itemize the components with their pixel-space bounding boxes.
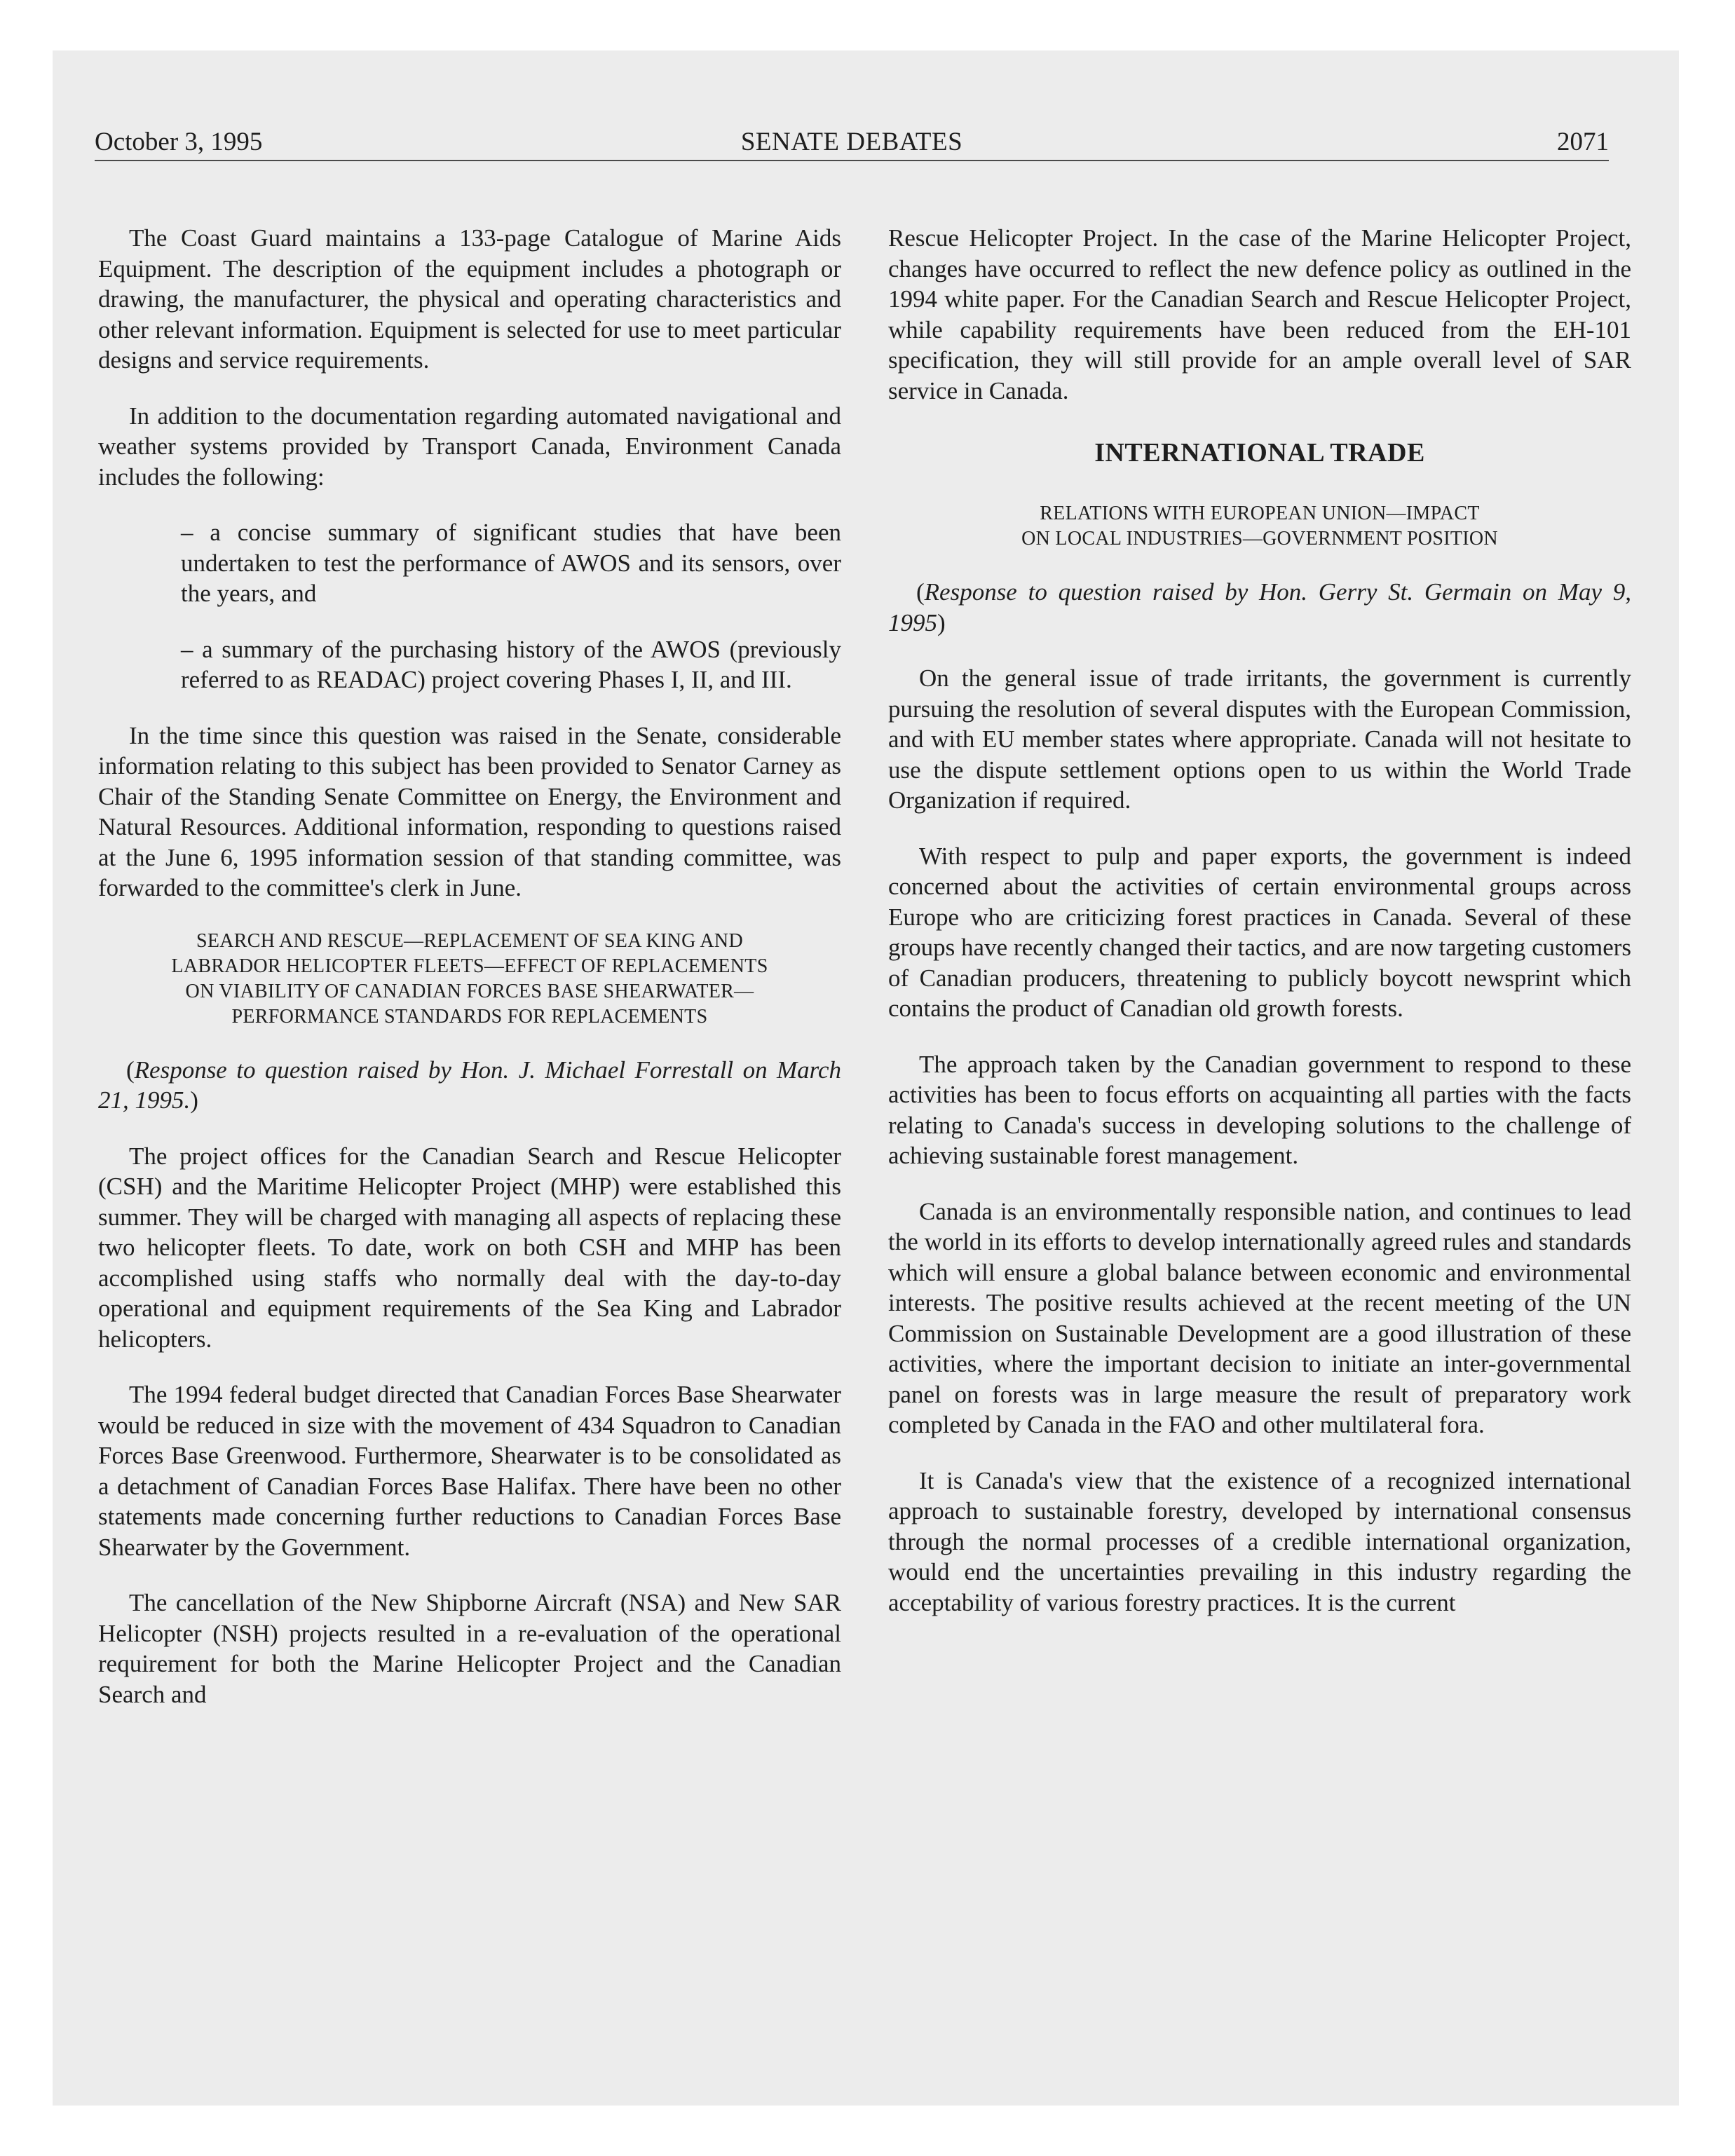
left-paragraph-6: The cancellation of the New Shipborne Aircraft (NSA) and New SAR Helicopter (NSH) projects resulted in a re-evaluation of the operational requirement for both the Marine Helicopter Project and the Canadian Search and <box>98 1589 841 1708</box>
right-paragraph-1: Rescue Helicopter Project. In the case of the Marine Helicopter Project, changes have occurred to reflect the new defence policy as outlined in the 1994 white paper. For the Canadian Search and Rescue Helicopter Project, while capability requirements have been reduced from the EH-101 specification, they will still provide for an ample overall level of SAR service in Canada. <box>888 224 1631 404</box>
left-list-item-1: – a concise summary of significant studies that have been undertaken to test the performance of AWOS and its sensors, over the years, and <box>181 519 841 607</box>
right-subheading <box>888 501 1631 552</box>
right-paragraph-5: Canada is an environmentally responsible nation, and continues to lead the world in its efforts to develop internationally agreed rules and standards which will ensure a global balance between economic and environmental interests. The positive results achieved at the recent meeting of the UN Commission on Sustainable Development are a good illustration of these activities, where the important decision to initiate an inter-governmental panel on forests was in large measure the result of preparatory work completed by Canada in the FAO and other multilateral fora. <box>888 1197 1631 1438</box>
left-subheading-line-1: SEARCH AND RESCUE—REPLACEMENT OF SEA KING AND <box>196 929 743 952</box>
left-paragraph-2: In addition to the documentation regarding automated navigational and weather systems provided by Transport Canada, Environment Canada includes the following: <box>98 402 841 491</box>
left-column <box>98 223 841 1735</box>
left-response-close: ) <box>190 1086 198 1114</box>
right-response-note <box>888 577 1631 638</box>
right-column <box>888 223 1631 1643</box>
page-header <box>95 125 1609 161</box>
left-subheading <box>98 929 841 1030</box>
right-paragraph-6: It is Canada's view that the existence of a recognized international approach to sustainable forestry, developed by international consensus through the normal processes of a credible international organization, would end the uncertainties prevailing in this industry regarding the acceptability of various forestry practices. It is the current <box>888 1466 1631 1616</box>
right-paragraph-4: The approach taken by the Canadian government to respond to these activities has been to focus efforts on acquainting all parties with the facts relating to Canada's success in developing solutions to the challenge of achieving sustainable forest management. <box>888 1050 1631 1169</box>
right-paragraph-3: With respect to pulp and paper exports, the government is indeed concerned about the activities of certain environmental groups across Europe who are criticizing forest practices in Canada. Several of these groups have recently changed their tactics, and are now targeting customers of Canadian producers, threatening to publicly boycott newsprint which contains the product of Canadian old growth forests. <box>888 842 1631 1022</box>
right-subheading-line-1: RELATIONS WITH EUROPEAN UNION—IMPACT <box>1040 503 1480 524</box>
left-paragraph-3: In the time since this question was raised in the Senate, considerable information relating to this subject has been provided to Senator Carney as Chair of the Standing Senate Committee on Energy, the Environment and Natural Resources. Additional information, responding to questions raised at the June 6, 1995 information session of that standing committee, was forwarded to the committee's clerk in June. <box>98 721 841 901</box>
left-response-note <box>98 1055 841 1116</box>
left-subheading-line-4: PERFORMANCE STANDARDS FOR REPLACEMENTS <box>231 1005 708 1028</box>
header-page-number: 2071 <box>1557 128 1609 156</box>
right-response-close: ) <box>937 608 946 636</box>
left-paragraph-4: The project offices for the Canadian Search and Rescue Helicopter (CSH) and the Maritime Helicopter Project (MHP) were established this summer. They will be charged with managing all aspects of replacing these two helicopter fleets. To date, work on both CSH and MHP has been accomplished using staffs who normally deal with the day-to-day operational and equipment requirements of the Sea King and Labrador helicopters. <box>98 1142 841 1353</box>
header-date: October 3, 1995 <box>95 128 263 156</box>
right-response-open: ( <box>916 578 925 606</box>
right-section-title: INTERNATIONAL TRADE <box>1094 438 1425 468</box>
left-response-open: ( <box>126 1056 135 1084</box>
left-list-item-2: – a summary of the purchasing history of the AWOS (previously referred to as READAC) project covering Phases I, II, and III. <box>181 635 841 693</box>
header-title: SENATE DEBATES <box>740 128 963 156</box>
left-response-text: Response to question raised by Hon. J. Michael Forrestall on March 21, 1995. <box>98 1056 841 1114</box>
left-paragraph-1: The Coast Guard maintains a 133-page Catalogue of Marine Aids Equipment. The description of the equipment includes a photograph or drawing, the manufacturer, the physical and operating characteristics and other relevant information. Equipment is selected for use to meet particular designs and service requirements. <box>98 224 841 374</box>
left-subheading-line-3: ON VIABILITY OF CANADIAN FORCES BASE SHEARWATER— <box>185 980 754 1002</box>
left-subheading-line-2: LABRADOR HELICOPTER FLEETS—EFFECT OF REPLACEMENTS <box>171 955 768 977</box>
right-subheading-line-2: ON LOCAL INDUSTRIES—GOVERNMENT POSITION <box>1021 528 1498 550</box>
right-paragraph-2: On the general issue of trade irritants, the government is currently pursuing the resolution of several disputes with the European Commission, and with EU member states where appropriate. Canada will not hesitate to use the dispute settlement options open to us within the World Trade Organization if required. <box>888 664 1631 814</box>
left-paragraph-5: The 1994 federal budget directed that Canadian Forces Base Shearwater would be reduced in size with the movement of 434 Squadron to Canadian Forces Base Greenwood. Furthermore, Shearwater is to be consolidated as a detachment of Canadian Forces Base Halifax. There have been no other statements made concerning further reductions to Canadian Forces Base Shearwater by the Government. <box>98 1381 841 1561</box>
right-response-text: Response to question raised by Hon. Gerry St. Germain on May 9, 1995 <box>888 578 1631 636</box>
